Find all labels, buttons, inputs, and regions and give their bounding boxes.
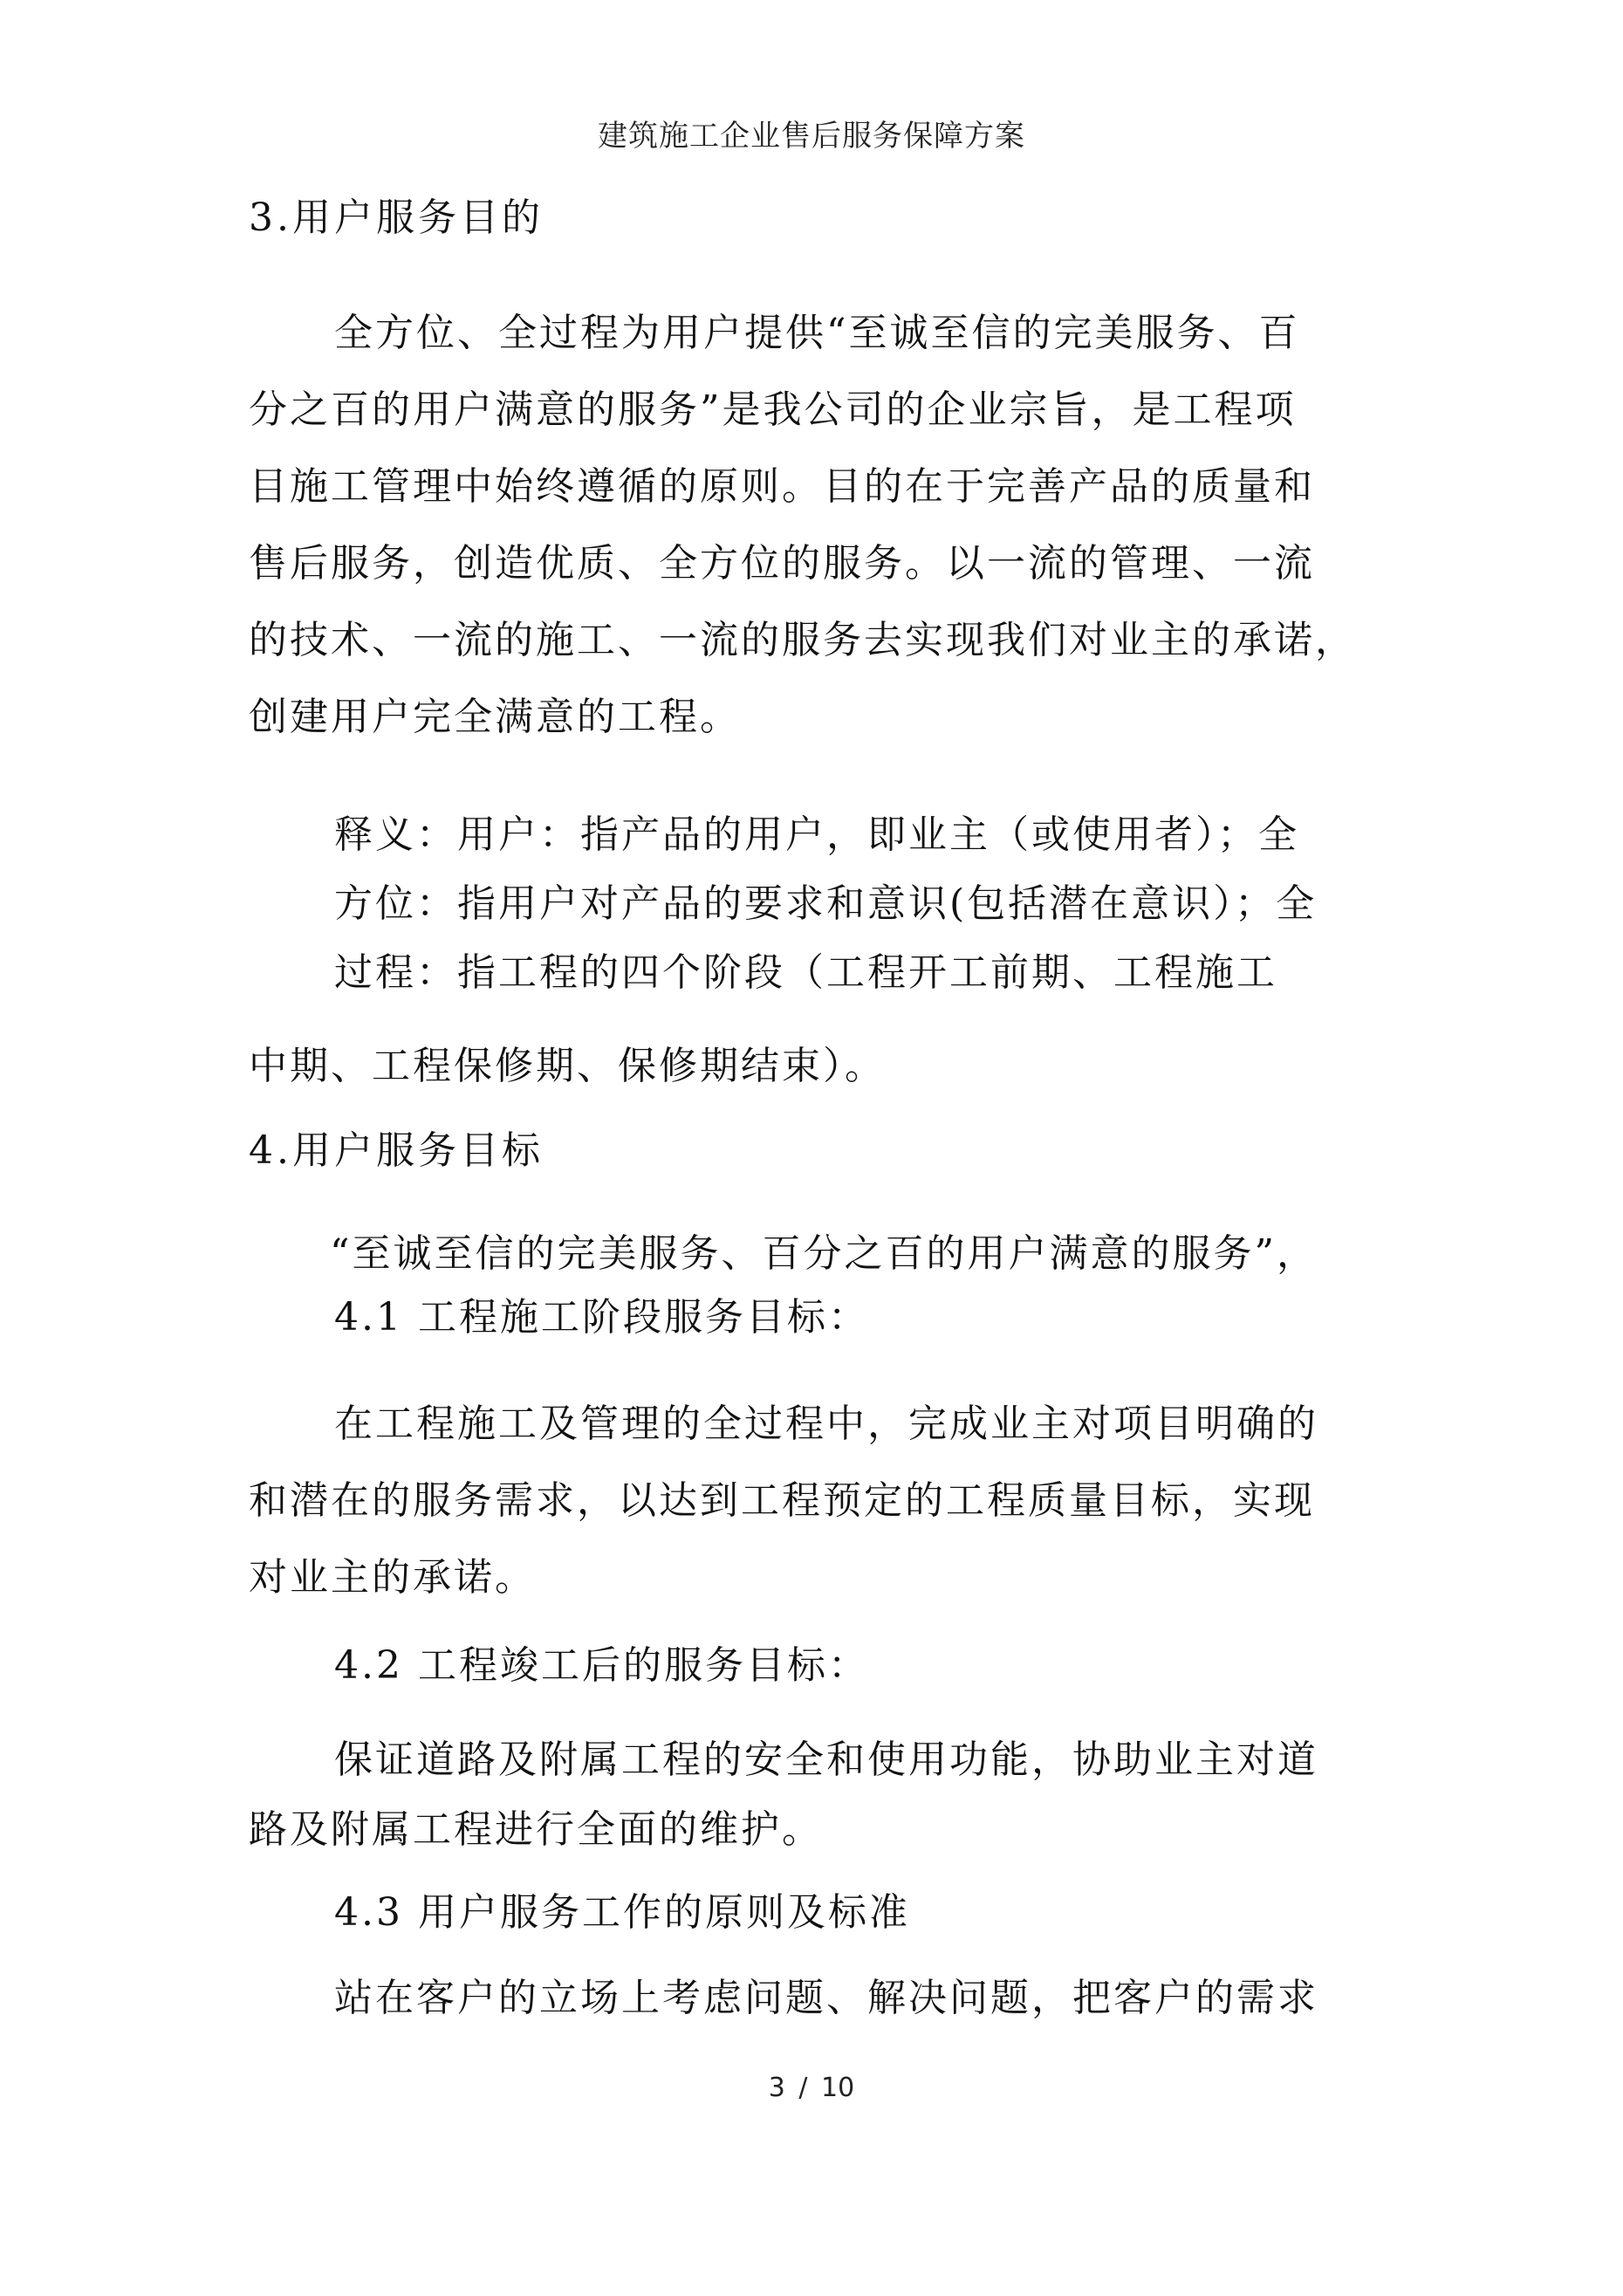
- section-3-paragraph-line: 目施工管理中始终遵循的原则。目的在于完善产品的质量和: [249, 464, 1315, 509]
- section-4-heading: 4.用户服务目标: [249, 1128, 544, 1173]
- subsection-4-3-line: 站在客户的立场上考虑问题、解决问题，把客户的需求: [334, 1976, 1318, 2020]
- section-3-paragraph-line: 全方位、全过程为用户提供“至诚至信的完美服务、百: [334, 311, 1300, 355]
- section-3-paragraph-line: 创建用户完全满意的工程。: [249, 695, 741, 739]
- subsection-4-1-line: 和潜在的服务需求，以达到工程预定的工程质量目标，实现: [249, 1478, 1315, 1523]
- subsection-4-2-heading: 4.2 工程竣工后的服务目标：: [334, 1643, 869, 1688]
- page-header-title: 建筑施工企业售后服务保障方案: [598, 119, 1025, 154]
- subsection-4-1-heading: 4.1 工程施工阶段服务目标：: [334, 1295, 869, 1340]
- section-3-paragraph-line: 的技术、一流的施工、一流的服务去实现我们对业主的承诺，: [249, 618, 1356, 662]
- section-3-heading: 3.用户服务目的: [249, 195, 544, 240]
- subsection-4-3-heading: 4.3 用户服务工作的原则及标准: [334, 1890, 910, 1935]
- subsection-4-1-line: 在工程施工及管理的全过程中，完成业主对项目明确的: [334, 1402, 1318, 1446]
- definition-line: 方位：指用户对产品的要求和意识(包括潜在意识）；全: [334, 881, 1318, 926]
- definition-line: 释义：用户：指产品的用户，即业主（或使用者）；全: [334, 812, 1299, 857]
- definition-line: 过程：指工程的四个阶段（工程开工前期、工程施工: [334, 950, 1277, 995]
- definition-line: 中期、工程保修期、保修期结束）。: [249, 1044, 886, 1088]
- subsection-4-2-line: 保证道路及附属工程的安全和使用功能，协助业主对道: [334, 1737, 1318, 1782]
- section-3-paragraph-line: 分之百的用户满意的服务”是我公司的企业宗旨，是工程项: [249, 387, 1297, 432]
- subsection-4-2-line: 路及附属工程进行全面的维护。: [249, 1807, 823, 1852]
- subsection-4-1-line: 对业主的承诺。: [249, 1555, 536, 1600]
- section-4-slogan: “至诚至信的完美服务、百分之百的用户满意的服务”，: [330, 1231, 1318, 1276]
- section-3-paragraph-line: 售后服务，创造优质、全方位的服务。以一流的管理、一流: [249, 541, 1315, 586]
- page-number: 3 / 10: [768, 2073, 855, 2103]
